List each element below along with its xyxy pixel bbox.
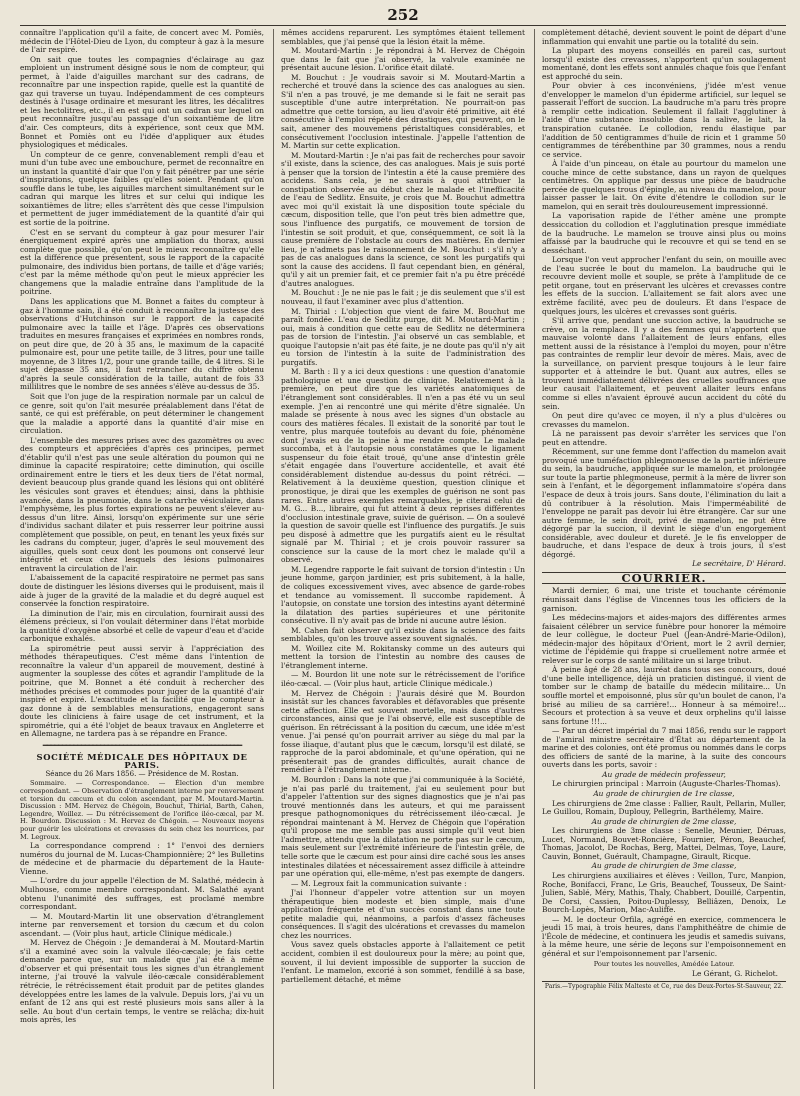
paragraph: M. Thirial : L'objection que vient de faire M. Bouchut me paraît fondée. L'eau de Sedlitz purge, dit M. Moutard-Martin ; oui, mais à condition que cette eau de Sedlitz ne déterminera pas de torsion de l'intestin. J'ai observé un cas semblable, et quoique l'autopsie n'ait pas été faite, je ne doute pas qu'il n'y ait eu torsion de l'intestin à la suite de l'administration des purgatifs. [281, 306, 525, 367]
paragraph: À peine âgé de 28 ans, lauréat dans tous ses concours, doué d'une belle intelligence, déjà un praticien distingué, il vient de tomber sur le champ de bataille du médecin militaire... Un souffle mortel et empoisonné, plus sûr qu'un boulet de canon, l'a brisé au milieu de sa carrière!... Honneur à sa mémoire!... Secours et protection à sa veuve et deux orphelins qu'il laisse sans fortune !!!... [542, 665, 786, 726]
secretary-signature: Le secrétaire, D' Hérard. [692, 559, 786, 569]
text-columns [20, 29, 786, 1089]
grade-heading: Au grade de chirurgien de 3me classe, [591, 861, 737, 871]
grade-list: Les chirurgiens de 3me classe : Senelle, Meunier, Déruas, Lucet, Normand, Bouvet-Roncière, Fournier, Péron, Beauchef, Thomas, Jacolot, De Rochas, Berg, Mattei, Delmas, Toye, Laure, Cauvin, Bonnet, Guérault, Champagne, Girault, Ricque. [542, 826, 786, 861]
paragraph: Soit que l'on juge de la respiration normale par un calcul de ce genre, soit qu'on l'ait mesurée préalablement dans l'état de santé, ce qui est préférable, on peut déterminer le changement que la maladie a apporté dans la quantité d'air mise en circulation. [20, 391, 264, 436]
paragraph: J'ai l'honneur d'appeler votre attention sur un moyen thérapeutique bien modeste et bien simple, mais d'une application fréquente et d'un succès constant dans une toute petite maladie qui, néanmoins, a parfois d'assez fâcheuses conséquences. Il s'agit des ulcérations et crevasses du mamelon chez les nourrices. [281, 888, 525, 940]
paragraph: M. Hervez de Chégoin : Je demanderai à M. Moutard-Martin s'il a examiné avec soin la valvule iléo-cæcale; je fais cette demande parce que, sur un malade que j'ai été à même d'observer et qui présentait tous les signes d'un étranglement interne, j'ai trouvé la valvule iléo-cæcale considérablement rétrécie, le rétrécissement était produit par de petites glandes développées entre les lames de la valvule. Depuis lors, j'ai vu un enfant de 12 ans qui est resté plusieurs mois sans aller à la selle. Au bout d'un certain temps, le ventre se relâcha; dix-huit mois après, les [20, 938, 264, 1025]
paragraph: — L'ordre du jour appelle l'élection de M. Salathé, médecin à Mulhouse, comme membre correspondant. M. Salathé ayant obtenu l'unanimité des suffrages, est proclamé membre correspondant. [20, 876, 264, 912]
paragraph: connaître l'application qu'il a faite, de concert avec M. Pomiès, médecin de l'Hôtel-Dieu de Lyon, du compteur à gaz à la mesure de l'air respiré. [20, 29, 264, 55]
paragraph: C'est en se servant du compteur à gaz pour mesurer l'air énergiquement expiré après une ampliation du thorax, aussi complète que possible, qu'on peut le mieux reconnaître qu'elle est la différence que présentent, sous le rapport de la capacité pulmonaire, des individus bien portans, de taille et d'âge variés; c'est par la même méthode qu'on peut le mieux apprécier les changemens que la maladie entraîne dans l'amplitude de la poitrine. [20, 227, 264, 297]
paragraph: complètement détaché, devient souvent le point de départ d'une inflammation qui envahit une partie ou la totalité du sein. [542, 29, 786, 46]
grade-list: Les chirurgiens auxiliaires et élèves : Veillon, Turc, Manpion, Roche, Bonifacci, Franc, Le Gris, Beauchef, Tousseux, De Saint-Julien, Sablé, Méry, Mathis, Thaly, Chabbert, Douillé, Carpentin, De Corsi, Cassien, Poitou-Duplessy, Belliâzen, Denoix, Le Bourch-Lopès, Marion, Mac-Auliffe. [542, 870, 786, 915]
paragraph: — M. Bourdon lit une note sur le rétrécissement de l'orifice iléo-cæcal. — (Voir plus haut, article Clinique médicale.) [281, 670, 525, 689]
grade-list: Les chirurgiens de 2me classe : Fallier, Rault, Pellarin, Muller, Le Guillou, Romain, Duplouy, Pellegrin, Barthélemy, Maire. [542, 798, 786, 817]
column-right [534, 29, 786, 1089]
paragraph: Lorsque l'on veut approcher l'enfant du sein, on mouille avec de l'eau sucrée le bout du mamelon. La baudruche qui le recouvre devient molle et souple, se prête à l'amplitude de ce petit organe, tout en préservant les ulcères et crevasses contre les effets de la succion. L'allaitement se fait alors avec une extrême facilité, avec peu de douleurs. Et dans l'espace de quelques jours, les ulcères et crevasses sont guéris. [542, 255, 786, 316]
paragraph: L'abaissement de la capacité respiratoire ne permet pas sans doute de distinguer les lésions diverses qui le produisent, mais il aide à juger de la gravité de la maladie et du degré auquel est conservée la fonction respiratoire. [20, 573, 264, 609]
society-session: Séance du 26 Mars 1856. — Présidence de M. Rostan. [45, 769, 239, 778]
page-number: 252 [387, 6, 419, 24]
publication-note: Pour toutes les nouvelles, Amédée Latour. [593, 960, 735, 969]
paragraph: — M. Moutard-Martin lit une observation d'étranglement interne par renversement et torsion du cæcum et du colon ascendant. — (Voir plus haut, article Clinique médicale.) [20, 911, 264, 938]
paragraph: M. Moutard-Martin : Je répondrai à M. Hervez de Chégoin que dans le fait que j'ai observé, la valvule examinée ne présentait aucune lésion. L'orifice était dilaté. [281, 46, 525, 73]
paragraph: M. Cahen fait observer qu'il existe dans la science des faits semblables, qu'on les trouve assez souvent signalés. [281, 625, 525, 644]
paragraph: Récemment, sur une femme dont l'affection du mamelon avait provoqué une tuméfaction phlegmoneuse de la partie inférieure du sein, la baudruche, appliquée sur le mamelon, et prolongée sur toute la partie phlegmoneuse, permit à la mère de livrer son sein à l'enfant, et le dégorgement inflammatoire s'opéra dans l'espace de deux à trois jours. Sans doute, l'élimination du lait a dû contribuer à la résolution. Mais l'imperméabilité de l'enveloppe ne paraît pas devoir lui être étrangère. Car sur une autre femme, le sein droit, privé de mamelon, ne put être dégorgé par la succion, il devint le siège d'un engorgement considérable, avec douleur et dureté. Je le fis envelopper de baudruche, et dans l'espace de deux à trois jours, il s'est dégorgé. [542, 447, 786, 559]
paragraph: Un compteur de ce genre, convenablement rempli d'eau et muni d'un tube avec une embouchure, permet de reconnaître en un instant la quantité d'air que l'on y fait pénétrer par une série d'inspirations, quelque faibles qu'elles soient. Pendant qu'on souffle dans le tube, les aiguilles marchent simultanément sur le cadran qui marque les litres et sur celui qui indique les soixantièmes de litre; elles s'arrêtent dès que cesse l'impulsion et permettent de juger immédiatement de la quantité d'air qui est sortie de la poitrine. [20, 149, 264, 228]
paragraph: M. Bouchut : Je voudrais savoir si M. Moutard-Martin a recherché et trouvé dans la science des cas analogues au sien. S'il n'en a pas trouvé, je me demande si le fait ne serait pas susceptible d'une autre interprétation. Ne pourrait-on pas admettre que cette torsion, au lieu d'avoir été primitive, ait été consécutive à l'emploi répété des drastiques, qui peuvent, on le sait, amener des mouvemens péristaltiques considérables, et consécutivement l'occlusion intestinale. J'appelle l'attention de M. Martin sur cette explication. [281, 72, 525, 151]
paragraph: La plupart des moyens conseillés en pareil cas, surtout lorsqu'il existe des crevasses, n'apportent qu'un soulagement momentané, dont les effets sont annulés chaque fois que l'enfant est approché du sein. [542, 46, 786, 81]
paragraph: La diminution de l'air, mis en circulation, fournirait aussi des élémens précieux, si l'on voulait déterminer dans l'état morbide la quantité d'oxygène absorbé et celle de vapeur d'eau et d'acide carbonique exhalés. [20, 608, 264, 644]
paragraph: Là ne paraissent pas devoir s'arrêter les services que l'on peut en attendre. [542, 429, 786, 447]
section-divider: ━━━━━━━━━━━━━━━━━━━━━━━━━━━━━━━━━━━━━━━━━━━━━━━━━━━━ [42, 740, 242, 750]
grade-heading: Au grade de chirurgien de 2me classe, [591, 816, 737, 826]
grade-list: Le chirurgien principal : Marroin (Auguste-Charles-Thomas). [552, 779, 781, 789]
paragraph: Pour obvier à ces inconvéniens, j'idée m'est venue d'envelopper le mamelon d'un épiderme artificiel, sur lequel se passerait l'effort de succion. La baudruche m'a paru très propre à remplir cette indication. Seulement il fallait l'agglutiner à l'aide d'une substance insoluble dans la salive, le lait, la transpiration cutanée. Le collodion, rendu élastique par l'addition de 50 centigrammes d'huile de ricin et 1 gramme 50 centigrammes de térébenthine par 30 grammes, nous a rendu ce service. [542, 81, 786, 159]
gerant-signature: Le Gérant, G. Richelot. [692, 968, 778, 978]
paragraph: On peut dire qu'avec ce moyen, il n'y a plus d'ulcères ou crevasses du mamelon. [542, 411, 786, 429]
paragraph: — M. le docteur Orfila, agrégé en exercice, commencera le jeudi 15 mai, à trois heures, dans l'amphithéâtre de chimie de l'École de médecine, et continuera les jeudis et samedis suivans, à la même heure, une série de leçons sur l'empoisonnement en général et sur l'empoisonnement par l'arsenic. [542, 914, 786, 958]
column-left [20, 29, 264, 1089]
grade-heading: Au grade de chirurgien de 1re classe, [593, 789, 735, 799]
society-title: SOCIÉTÉ MÉDICALE DES HÔPITAUX DE PARIS. [36, 751, 248, 771]
header-rule [20, 25, 786, 26]
paragraph: À l'aide d'un pinceau, on étale au pourtour du mamelon une couche mince de cette substance, dans un rayon de quelques centimètres. On applique par dessus une pièce de baudruche percée de quelques trous d'épingle, au niveau du mamelon, pour laisser passer le lait. On évite d'étendre le collodion sur le mamelon, qui en serait très douloureusement impressionné. [542, 159, 786, 211]
paragraph: L'ensemble des mesures prises avec des gazomètres ou avec des compteurs et appréciées d'après ces principes, permet d'établir qu'il n'est pas une seule altération du poumon qui ne diminue la capacité respiratoire; cette diminution, qui oscille ordinairement entre le tiers et les deux tiers de l'état normal, devient beaucoup plus grande quand les lésions qui ont oblitéré les vésicules sont graves et étendues; ainsi, dans la phthisie avancée, dans la pneumonie, dans le catarrhe vésiculaire, dans l'emphysème, les plus fortes expirations ne peuvent s'élever au-dessus d'un litre. Ainsi, lorsqu'on expérimente sur une série d'individus sachant dilater et puis resserrer leur poitrine aussi complètement que possible, on peut, en tenant les yeux fixés sur les cadrans du compteur, juger, d'après le seul mouvement des aiguilles, quels sont ceux dont les poumons ont conservé leur intégrité et ceux chez lesquels des lésions pulmonaires entravent la circulation de l'air. [20, 435, 264, 573]
paragraph: La correspondance comprend : 1° l'envoi des derniers numéros du journal de M. Lucas-Championnière; 2° les Bulletins de médecine et de pharmacie du département de la Haute-Vienne. [20, 841, 264, 876]
courrier-heading: COURRIER. [542, 572, 786, 585]
paragraph: S'il arrive que, pendant une succion active, la baudruche se crève, on la remplace. Il y a des femmes qui n'apportent que mauvaise volonté dans l'allaitement de leurs enfans, elles mettent aussi de la résistance à l'emploi du moyen, pour n'être pas contraintes de remplir leur devoir de mères. Mais, avec de la surveillance, on parvient presque toujours à le leur faire supporter et à atteindre le but. Quant aux autres, elles se trouvent immédiatement délivrées des cruelles souffrances que leur causait l'allaitement, et peuvent allaiter leurs enfans comme si elles n'avaient éprouvé aucun accident du côté du sein. [542, 316, 786, 411]
paragraph: La spirométrie peut aussi servir à l'appréciation des méthodes thérapeutiques. C'est même dans l'intention de reconnaître la valeur d'un appareil de mouvement, destiné à augmenter la souplesse des côtes et agrandir l'amplitude de la poitrine, que M. Bonnet a été conduit à rechercher des méthodes précises et commodes pour juger de la quantité d'air inspiré et expiré. L'exactitude et la facilité que le compteur à gaz donne à de semblables mensurations, engageront sans doute les cliniciens à faire usage de cet instrument, et la spirométrie, qui a été l'objet de beaux travaux en Angleterre et en Allemagne, ne tardera pas à se répandre en France. [20, 643, 264, 739]
paragraph: La vaporisation rapide de l'éther amène une prompte dessiccation du collodion et l'agglutination presque immédiate de la baudruche. Le mamelon se trouve ainsi plus ou moins affaissé par la baudruche qui le recouvre et qui se tend en se desséchant. [542, 211, 786, 255]
paragraph: — Par un décret impérial du 7 mai 1856, rendu sur le rapport de l'amiral ministre secrétaire d'État au département de la marine et des colonies, ont été promus ou nommés dans le corps des officiers de santé de la marine, à la suite des concours ouverts dans les ports, savoir : [542, 726, 786, 770]
paragraph: M. Barth : Il y a ici deux questions : une question d'anatomie pathologique et une question de clinique. Relativement à la première, on peut dire que les variétés anatomiques de l'étranglement sont considérables. Il n'en a pas été vu un seul exemple. J'en ai rencontré une qui mérite d'être signalée. Un malade se présente à nous avec les signes d'un obstacle au cours des matières fécales. Il existait de la sonorité par tout le ventre, plus marquée toutefois au devant du foie, phénomène dont j'avais eu de la peine à me rendre compte. Le malade succomba, et à l'autopsie nous constatâmes que le ligament suspenseur du foie était troué, qu'une anse d'intestin grêle s'était engagée dans l'ouverture accidentelle, et avait été considérablement distendue au-dessus du point rétréci. — Relativement à la deuxième question, question clinique et pronostique, je dirai que les exemples de guérison ne sont pas rares. Entre autres exemples remarquables, je citerai celui de M. G... B..., libraire, qui fut atteint à deux reprises différentes d'occlusion intestinale grave, suivie de guérison. — On a soulevé la question de savoir quelle est l'influence des purgatifs. Je suis peu disposé à admettre que les purgatifs aient eu le résultat signalé par M. Thirial ; et je crois pouvoir rassurer sa conscience sur la cause de la mort chez le malade qu'il a observé. [281, 367, 525, 565]
paragraph: mêmes accidens reparurent. Les symptômes étaient tellement semblables, que j'ai pensé que la lésion était la même. [281, 29, 525, 46]
paragraph: — M. Legroux fait la communication suivante : [291, 878, 467, 888]
paragraph: M. Woillez cite M. Rokitansky comme un des auteurs qui mettent la torsion de l'intestin au nombre des causes de l'étranglement interne. [281, 643, 525, 670]
paragraph: M. Bouchut : Je ne nie pas le fait ; je dis seulement que s'il est nouveau, il faut l'examiner avec plus d'attention. [281, 288, 525, 306]
printer-imprint: Paris.—Typographie Félix Malteste et Ce, rue des Deux-Portes-St-Sauveur, 22. [542, 981, 786, 992]
grade-heading: Au grade de médecin professeur, [602, 769, 726, 779]
paragraph: Vous savez quels obstacles apporte à l'allaitement ce petit accident, combien il est douloureux pour la mère; au point que, souvent, il lui devient impossible de supporter la succion de l'enfant. Le mamelon, excorié à son sommet, fendillé à sa base, partiellement détaché, et même [281, 940, 525, 984]
paragraph: Mardi dernier, 6 mai, une triste et touchante cérémonie réunissait dans l'église de Vincennes tous les officiers de la garnison. [542, 586, 786, 613]
paragraph: M. Bourdon : Dans la note que j'ai communiquée à la Société, je n'ai pas parlé du traitement, j'ai eu seulement pour but d'appeler l'attention sur des signes diagnostics que je n'ai pas trouvé mentionnés dans les auteurs, et qui me paraissent presque pathognomoniques du rétrécissement iléo-cæcal. Je répondrai maintenant à M. Hervez de Chégoin que l'opération qu'il propose me me semble pas aussi simple qu'il veut bien l'admettre, attendu que la dilatation ne porte pas sur le cæcum, mais seulement sur l'extrémité inférieure de l'intestin grêle, de telle sorte que le cæcum est pour ainsi dire caché sous les anses intestinales dilatées et nécessairement assez difficile à atteindre par une opération qui, elle-même, n'est pas exempte de dangers. [281, 775, 525, 879]
session-summary: Sommaire. — Correspondance. — Élection d'un membre correspondant. — Observation d'étranglement interne par renversement et torsion du cæcum et du colon ascendant, par M. Moutard-Martin. Discussion : MM. Hervez de Chégoin, Bouchut, Thirial, Barth, Cahen, Legendre, Woillez. — Du rétrécissement de l'orifice iléo-cæcal, par M. H. Bourdon. Discussion : M. Hervez de Chégoin. — Nouveaux moyens pour guérir les ulcérations et crevasses du sein chez les nourrices, par M. Legroux. [20, 779, 264, 841]
paragraph: M. Legendre rapporte le fait suivant de torsion d'intestin : Un jeune homme, garçon jardinier, est pris subitement, à la halle, de coliques excessivement vives, avec absence de garde-robes et tendance au vomissement. Il succombe rapidement. À l'autopsie, on constate une torsion des intestins ayant déterminé la dilatation des parties supérieures et une péritonite consécutive. Il n'y avait pas de bride ni aucune autre lésion. [281, 564, 525, 626]
paragraph: M. Moutard-Martin : Je n'ai pas fait de recherches pour savoir s'il existe, dans la science, des cas analogues. Mais je suis porté à penser que la torsion de l'intestin a été la cause première des accidens. Sans cela, je ne saurais à quoi attribuer la constipation observée au début chez le malade et l'inefficacité de l'eau de Sedlitz. Ensuite, je crois que M. Bouchut admettra avec moi qu'il existait là une disposition toute spéciale du cæcum, disposition telle, que l'on peut très bien admettre que, sous l'influence des purgatifs, ce mouvement de torsion de l'intestin se soit produit, et que, conséquemment, ce soit là la cause première de l'obstacle au cours des matières. En dernier lieu, je n'admets pas le raisonnement de M. Bouchut : s'il n'y a pas de cas analogues dans la science, ce sont les purgatifs qui sont la cause des accidens. Il faut cependant bien, en général, qu'il y ait un premier fait, et ce premier fait n'a pu être précédé d'autres analogues. [281, 150, 525, 288]
column-middle [273, 29, 525, 1089]
paragraph: On sait que toutes les compagnies d'éclairage au gaz emploient un instrument désigné sous le nom de compteur, qui permet, à l'aide d'aiguilles marchant sur des cadrans, de reconnaître par une inspection rapide, quelle est la quantité de gaz qui traverse un tuyau. Indépendamment de ces compteurs destinés à l'usage ordinaire et mesurant les litres, les décalitres et les hectolitres, etc., il en est qui ont un cadran sur lequel on peut reconnaître jusqu'au passage d'un soixantième de litre d'air. Ces compteurs, dits à expérience, sont ceux que MM. Bonnet et Pomiès ont eu l'idée d'appliquer aux études physiologiques et médicales. [20, 54, 264, 150]
paragraph: Dans les applications que M. Bonnet a faites du compteur à gaz à l'homme sain, il a été conduit à reconnaître la justesse des observations d'Hutchinson sur le rapport de la capacité pulmonaire avec la taille et l'âge. D'après ces observations traduites en mesures françaises et exprimées en nombres ronds, on peut dire que, de 20 à 35 ans, le maximum de la capacité pulmonaire est, pour une petite taille, de 3 litres, pour une taille moyenne, de 3 litres 1/2, pour une grande taille, de 4 litres. Si le sujet dépasse 35 ans, il faut retrancher du chiffre obtenu d'après la seule considération de la taille, autant de fois 33 millilitres que le nombre de ses années s'élève au-dessus de 35. [20, 296, 264, 392]
paragraph: M. Hervez de Chégoin : J'aurais désiré que M. Bourdon insistât sur les chances favorables et défavorables que présente cette affection. Elle est souvent mortelle, mais dans d'autres circonstances, ainsi que je l'ai observé, elle est susceptible de guérison. En rétrécissant à la position du cæcum, une idée m'est venue. J'ai pensé qu'on pourrait arriver au siège du mal par la fosse iliaque, d'autant plus que le cæcum, lorsqu'il est dilaté, se rapproche de la paroi abdominale, et qu'une opération, qui ne présenterait pas de grandes difficultés, aurait chance de remédier à l'étranglement interne. [281, 688, 525, 775]
paragraph: Les médecins-majors et aides-majors des différentes armes faisaient célébrer un service funèbre pour honorer la mémoire de leur collègue, le docteur Puel (Jean-André-Marie-Odilon), médecin-major des hôpitaux d'Orient, mort le 2 avril dernier, victime de l'épidémie qui frappe si cruellement notre armée et relever sur le corps de santé militaire un si large tribut. [542, 613, 786, 665]
